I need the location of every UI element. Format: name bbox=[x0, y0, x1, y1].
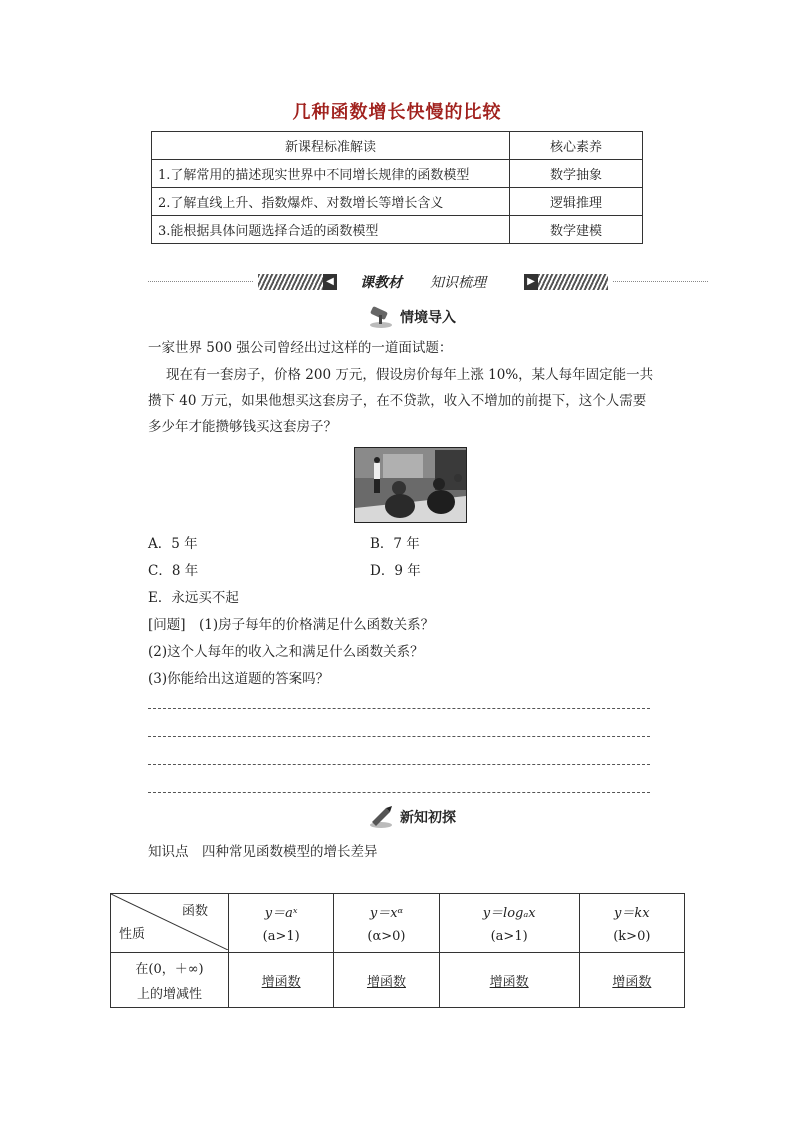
interview-photo bbox=[354, 447, 467, 523]
corner-top-label: 函数 bbox=[181, 904, 208, 919]
new-knowledge-heading-text: 新知初探 bbox=[400, 810, 456, 826]
function-header bbox=[579, 894, 684, 953]
table-cell bbox=[229, 953, 334, 1008]
answer-value: 增函数 bbox=[366, 974, 406, 990]
function-header bbox=[439, 894, 579, 953]
option-e: E．永远买不起 bbox=[148, 590, 239, 606]
function-header bbox=[229, 894, 334, 953]
option-b: B．7 年 bbox=[370, 536, 420, 552]
intro-heading-text: 情境导入 bbox=[400, 310, 456, 326]
function-condition: (k>0) bbox=[613, 929, 651, 944]
comparison-table bbox=[110, 893, 685, 1008]
row-label-line: 在(0，＋∞) bbox=[135, 962, 204, 977]
table-row bbox=[111, 953, 685, 1008]
table-cell: 1.了解常用的描述现实世界中不同增长规律的函数模型 bbox=[152, 160, 510, 188]
header-cell: 新课程标准解读 bbox=[152, 132, 510, 160]
table-cell bbox=[439, 953, 579, 1008]
option-c: C．8 年 bbox=[148, 563, 199, 579]
row-label-line: 上的增减性 bbox=[136, 987, 202, 1002]
banner-label-left: 课教材 bbox=[360, 275, 402, 291]
question-2: (2)这个人每年的收入之和满足什么函数关系？ bbox=[148, 644, 424, 660]
answer-line bbox=[148, 764, 650, 765]
section-banner bbox=[148, 270, 708, 294]
table-cell bbox=[579, 953, 684, 1008]
standards-table bbox=[151, 131, 643, 244]
book-quill-icon bbox=[366, 804, 396, 830]
header-cell: 核心素养 bbox=[510, 132, 643, 160]
answer-value: 增函数 bbox=[612, 974, 652, 990]
page-title: 几种函数增长快慢的比较 bbox=[292, 102, 502, 123]
question-3: (3)你能给出这道题的答案吗？ bbox=[148, 671, 330, 687]
function-condition: (a>1) bbox=[262, 929, 300, 944]
new-knowledge-heading bbox=[366, 804, 456, 830]
table-row bbox=[152, 160, 643, 188]
banner-label-right: 知识梳理 bbox=[430, 275, 486, 291]
table-cell: 数学建模 bbox=[510, 216, 643, 244]
table-cell bbox=[334, 953, 439, 1008]
function-formula: y＝xᵅ bbox=[369, 906, 404, 921]
option-d: D．9 年 bbox=[370, 563, 421, 579]
paragraph bbox=[148, 362, 658, 440]
answer-value: 增函数 bbox=[261, 974, 301, 990]
hatch-band bbox=[538, 274, 608, 290]
function-header bbox=[334, 894, 439, 953]
answer-line bbox=[148, 708, 650, 709]
paragraph-text: 现在有一套房子，价格 200 万元，假设房价每年上涨 10%，某人每年固定能一共攒下 40 万元，如果他想买这套房子，在不贷款，收入不增加的前提下，这个人需要多少年才能攒够钱买这套房子？ bbox=[148, 367, 654, 435]
hatch-band bbox=[258, 274, 323, 290]
function-condition: (α>0) bbox=[367, 929, 406, 944]
corner-bottom-label: 性质 bbox=[119, 927, 146, 942]
dotted-line bbox=[148, 281, 253, 282]
telescope-icon bbox=[366, 305, 396, 329]
function-formula: y＝aˣ bbox=[264, 906, 298, 921]
table-cell: 2.了解直线上升、指数爆炸、对数增长等增长含义 bbox=[152, 188, 510, 216]
table-cell: 数学抽象 bbox=[510, 160, 643, 188]
corner-cell bbox=[111, 894, 229, 953]
intro-heading bbox=[366, 305, 456, 329]
answer-value: 增函数 bbox=[489, 974, 529, 990]
question-1: [问题] (1)房子每年的价格满足什么函数关系？ bbox=[148, 617, 435, 633]
knowledge-point: 知识点 四种常见函数模型的增长差异 bbox=[148, 844, 378, 860]
table-row bbox=[152, 188, 643, 216]
function-formula: y＝logₐx bbox=[482, 906, 536, 921]
paragraph: 一家世界 500 强公司曾经出过这样的一道面试题： bbox=[148, 340, 453, 356]
dotted-line bbox=[613, 281, 708, 282]
arrow-right-icon: ▶ bbox=[524, 274, 538, 290]
table-cell: 逻辑推理 bbox=[510, 188, 643, 216]
photo-illustration bbox=[355, 448, 466, 522]
row-label-cell bbox=[111, 953, 229, 1008]
table-cell: 3.能根据具体问题选择合适的函数模型 bbox=[152, 216, 510, 244]
answer-line bbox=[148, 736, 650, 737]
option-a: A．5 年 bbox=[148, 536, 198, 552]
function-formula: y＝kx bbox=[614, 906, 650, 921]
table-header-row bbox=[152, 132, 643, 160]
answer-line bbox=[148, 792, 650, 793]
table-header-row bbox=[111, 894, 685, 953]
function-condition: (a>1) bbox=[490, 929, 528, 944]
arrow-left-icon: ◀ bbox=[323, 274, 337, 290]
table-row bbox=[152, 216, 643, 244]
